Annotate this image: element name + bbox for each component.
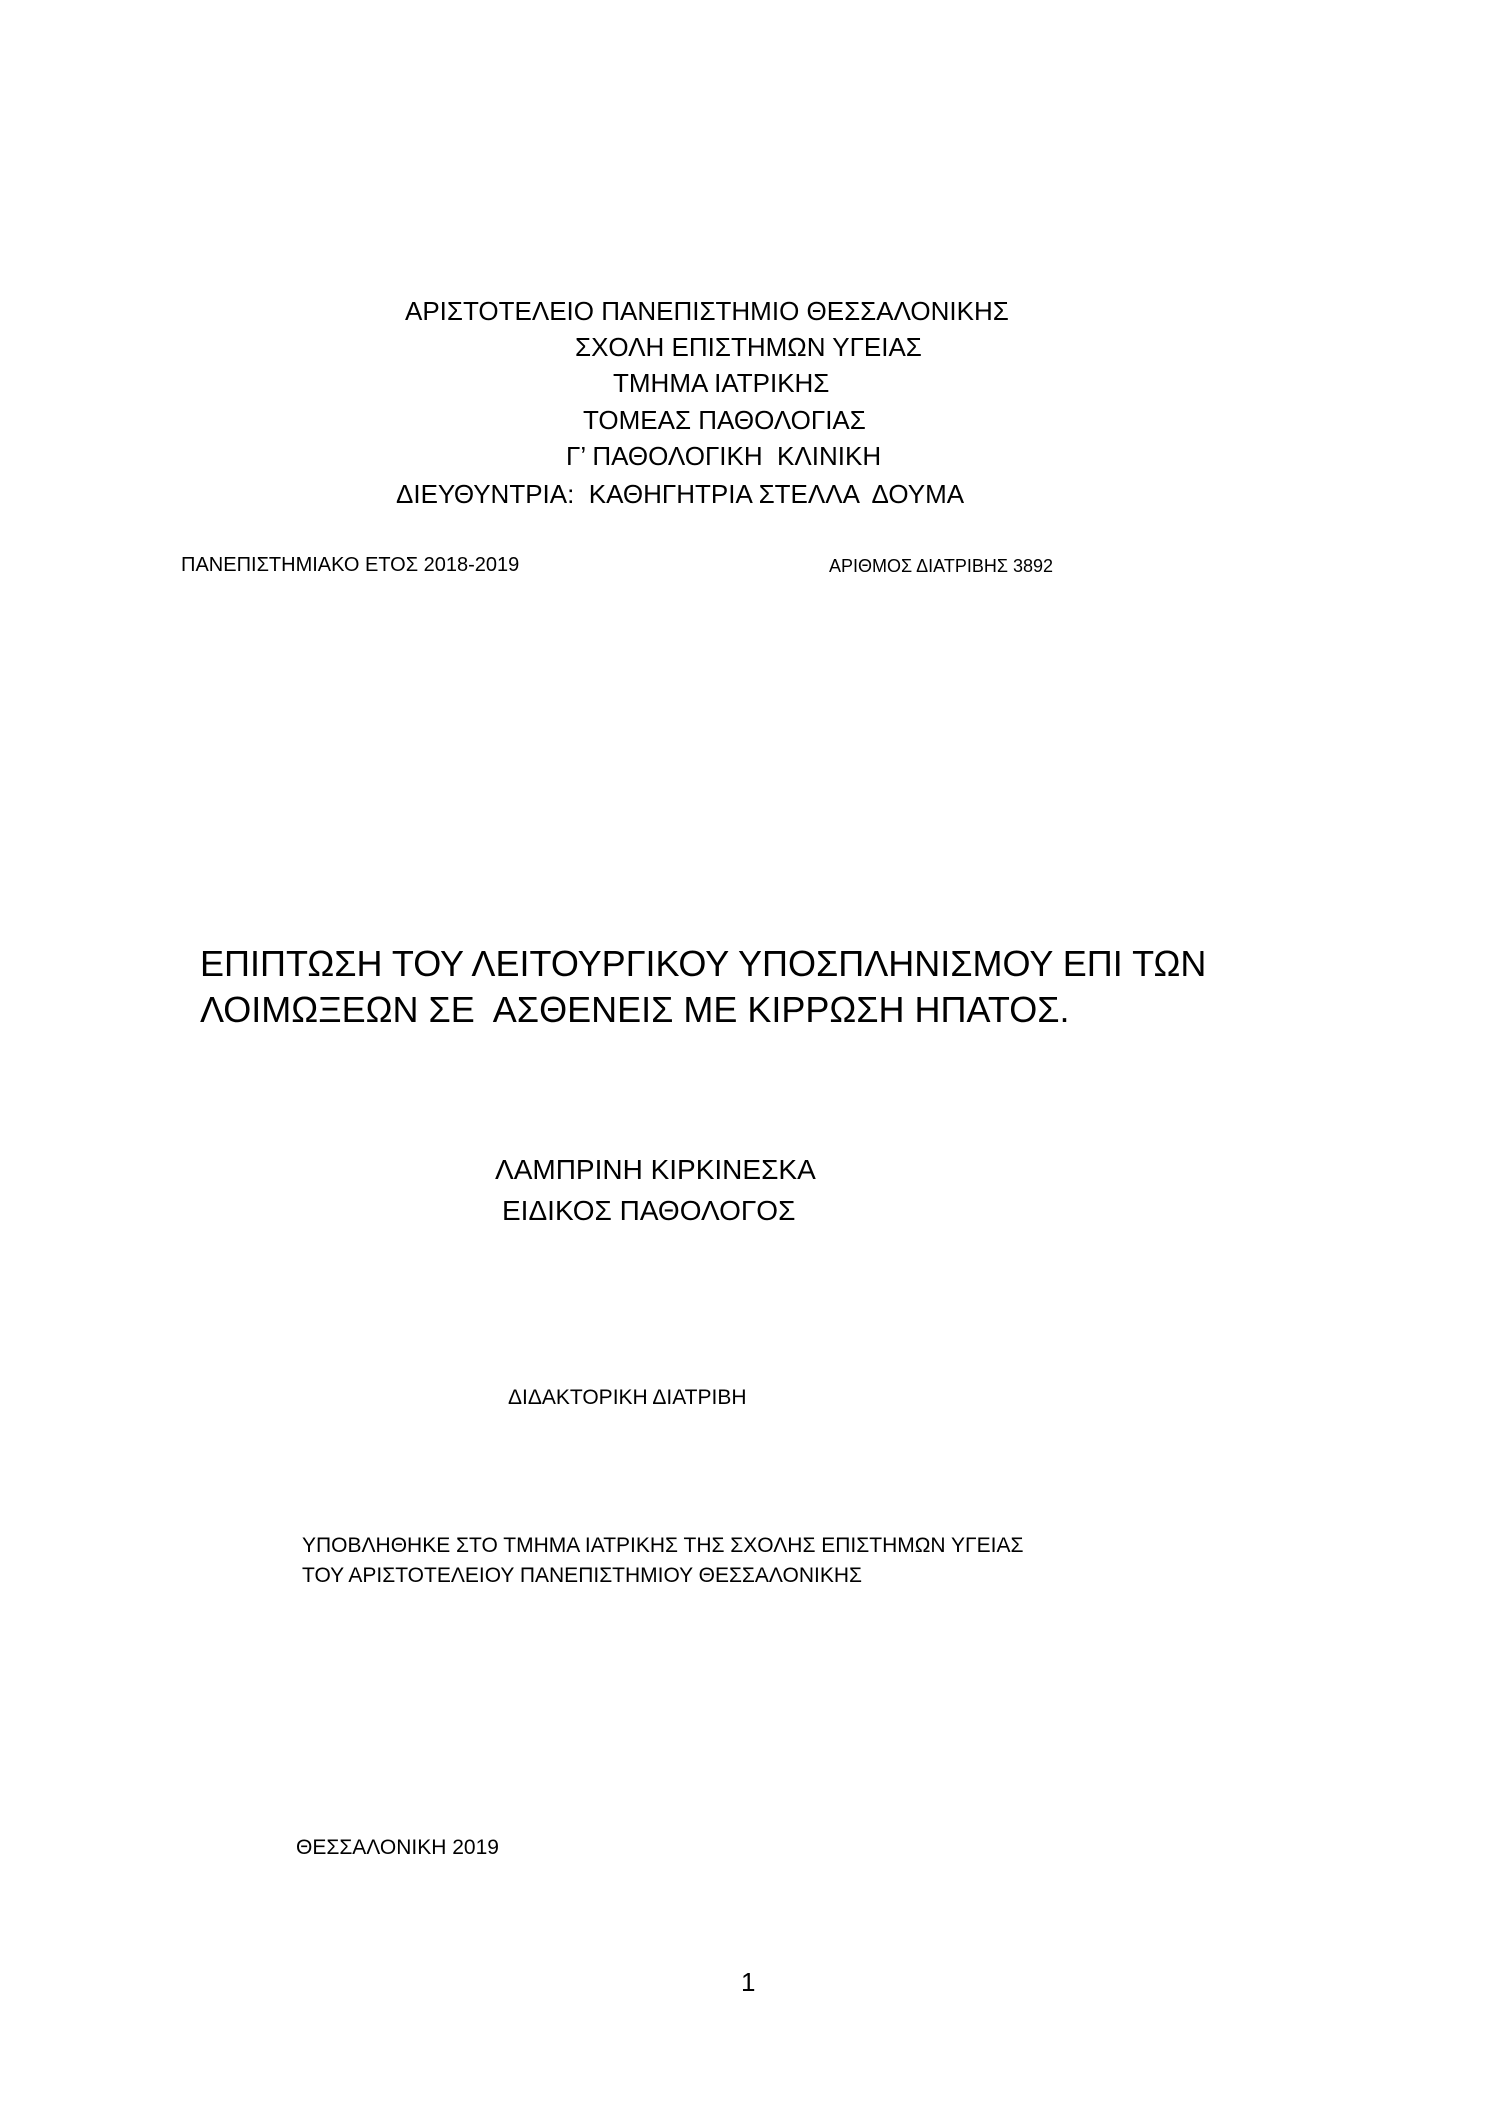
sector-name: ΤΟΜΕΑΣ ΠΑΘΟΛΟΓΙΑΣ bbox=[583, 405, 866, 435]
director-line: ΔΙΕΥΘΥΝΤΡΙΑ: ΚΑΘΗΓΗΤΡΙΑ ΣΤΕΛΛΑ ΔΟΥΜΑ bbox=[396, 479, 965, 509]
thesis-title-line-1: ΕΠΙΠΤΩΣΗ ΤΟΥ ΛΕΙΤΟΥΡΓΙΚΟΥ ΥΠΟΣΠΛΗΝΙΣΜΟΥ ΕΠΙ ΤΩΝ bbox=[200, 943, 1207, 984]
university-name: ΑΡΙΣΤΟΤΕΛΕΙΟ ΠΑΝΕΠΙΣΤΗΜΙΟ ΘΕΣΣΑΛΟΝΙΚΗΣ bbox=[405, 296, 1009, 326]
school-name: ΣΧΟΛΗ ΕΠΙΣΤΗΜΩΝ ΥΓΕΙΑΣ bbox=[575, 332, 922, 362]
author-role: ΕΙΔΙΚΟΣ ΠΑΘΟΛΟΓΟΣ bbox=[502, 1195, 796, 1226]
submission-line-2: ΤΟΥ ΑΡΙΣΤΟΤΕΛΕΙΟΥ ΠΑΝΕΠΙΣΤΗΜΙΟΥ ΘΕΣΣΑΛΟΝΙΚΗΣ bbox=[302, 1564, 862, 1587]
clinic-name: Γ’ ΠΑΘΟΛΟΓΙΚΗ ΚΛΙΝΙΚΗ bbox=[566, 441, 882, 471]
submission-line-1: ΥΠΟΒΛΗΘΗΚΕ ΣΤΟ ΤΜΗΜΑ ΙΑΤΡΙΚΗΣ ΤΗΣ ΣΧΟΛΗΣ ΕΠΙΣΤΗΜΩΝ ΥΓΕΙΑΣ bbox=[302, 1534, 1024, 1557]
department-name: ΤΜΗΜΑ ΙΑΤΡΙΚΗΣ bbox=[613, 368, 830, 398]
document-type: ΔΙΔΑΚΤΟΡΙΚΗ ΔΙΑΤΡΙΒΗ bbox=[508, 1386, 747, 1409]
academic-year: ΠΑΝΕΠΙΣΤΗΜΙΑΚΟ ΕΤΟΣ 2018-2019 bbox=[181, 554, 520, 576]
page-number: 1 bbox=[741, 1967, 756, 1997]
author-name: ΛΑΜΠΡΙΝΗ ΚΙΡΚΙΝΕΣΚΑ bbox=[495, 1154, 816, 1185]
place-year: ΘΕΣΣΑΛΟΝΙΚΗ 2019 bbox=[296, 1836, 499, 1859]
thesis-title-line-2: ΛΟΙΜΩΞΕΩΝ ΣΕ ΑΣΘΕΝΕΙΣ ΜΕ ΚΙΡΡΩΣΗ ΗΠΑΤΟΣ. bbox=[200, 989, 1070, 1030]
thesis-number: ΑΡΙΘΜΟΣ ΔΙΑΤΡΙΒΗΣ 3892 bbox=[829, 556, 1054, 576]
